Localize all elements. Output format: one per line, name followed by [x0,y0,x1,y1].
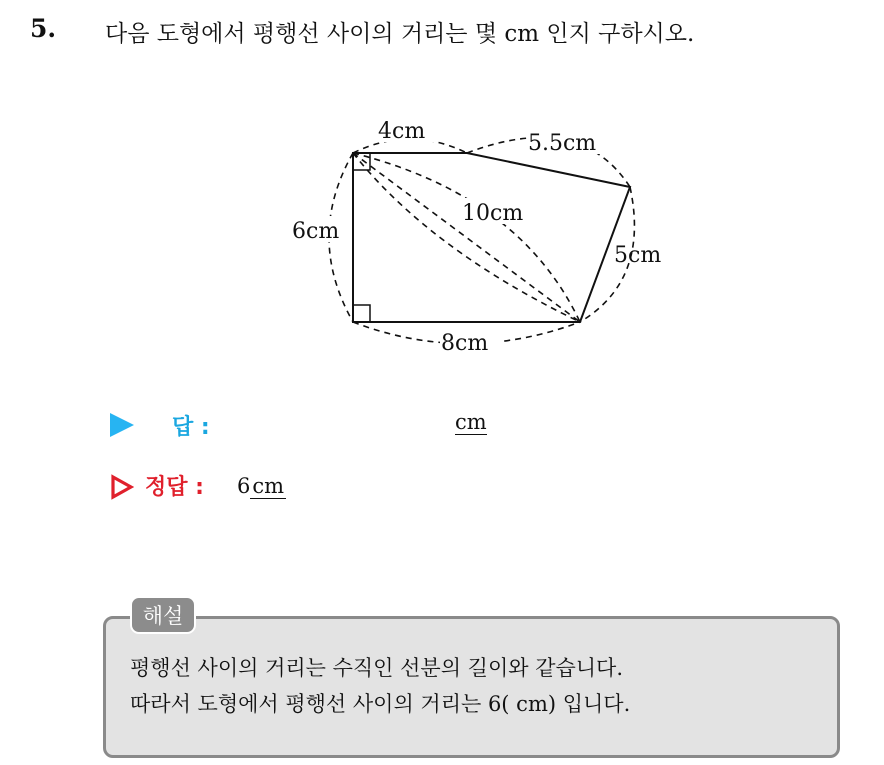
explanation-line-2: 따라서 도형에서 평행선 사이의 거리는 6( cm) 입니다. [130,692,631,716]
answer-blank-unit[interactable]: cm [455,410,487,434]
correct-value-group [237,474,286,498]
label-bottom: 8cm [441,331,489,356]
play-arrow-icon [110,413,134,437]
explanation-text [130,650,630,722]
question-text: 다음 도형에서 평행선 사이의 거리는 몇 cm 인지 구하시오. [105,21,695,47]
outline-arrow-icon [110,474,134,500]
label-diagonal: 10cm [462,201,524,226]
question-number: 5. [30,14,57,43]
answer-label: 답 : [172,415,210,440]
correct-label: 정답 : [145,475,204,500]
correct-value: 6 [237,474,251,498]
label-left: 6cm [292,219,340,244]
label-upper-right: 5.5cm [528,131,597,156]
label-top: 4cm [378,119,426,144]
figure-outline [353,153,630,322]
label-right: 5cm [614,243,662,268]
explanation-line-1: 평행선 사이의 거리는 수직인 선분의 길이와 같습니다. [130,656,624,680]
dash-diagonal-arc-lower [353,153,580,322]
dash-diagonal [353,153,580,322]
right-angle-bottom [353,305,370,322]
dash-diagonal-arc-upper [353,153,580,322]
correct-unit: cm [252,474,285,498]
explanation-tag: 해설 [130,596,196,634]
